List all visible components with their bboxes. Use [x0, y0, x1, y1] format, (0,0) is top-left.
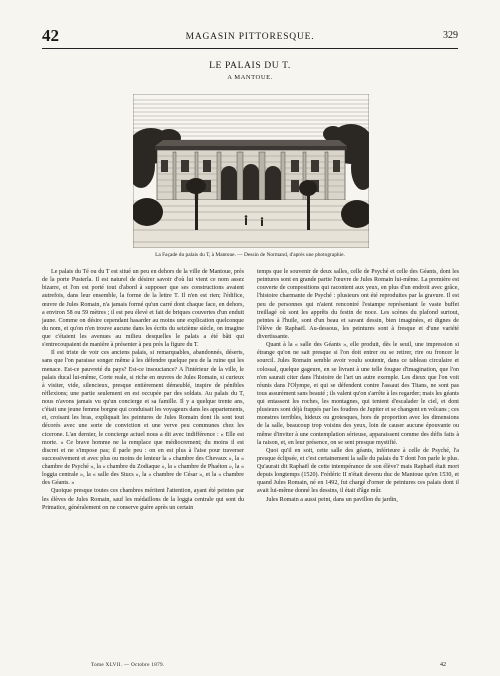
magazine-title: MAGASIN PITTORESQUE.	[185, 32, 315, 42]
paragraph: Quoique presque toutes ces chambres méritent l'attention, ayant été peintes par les élèves de Jules Romain, sauf les médaillons de la loggia centrale qui sont du Primatice, généralement on ne conserve guère après un certain	[42, 488, 244, 511]
header-rule	[42, 48, 458, 49]
running-head	[42, 26, 458, 48]
page-number-right: 329	[443, 30, 458, 41]
paragraph: Jules Romain a aussi peint, dans un pavillon du jardin,	[266, 496, 398, 503]
article-subtitle: A MANTOUE.	[227, 74, 273, 81]
volume-footer: Tome XLVII. — Octobre 1879.	[91, 662, 165, 668]
page-number-left: 42	[42, 26, 59, 45]
figure-caption: La Façade du palais du T, à Mantoue. — Dessin de Normand, d'après une photographie.	[155, 252, 345, 258]
palace-facade-engraving	[133, 94, 369, 248]
text-column-right	[257, 268, 459, 504]
paragraph: temps que le souvenir de deux salles, celle de Psyché et celle des Géants, dont les peintures sont en grande partie l'œuvre de Jules Romain lui-même. La première est couverte de compositions qui racontent aux yeux, en plus d'un endroit avec grâce, l'histoire charmante de Psyché : plusieurs ont été reproduites par la gravure. Il est peu de personnes qui n'aient rencontré l'estampe représentant le vaste buffet treillagé où sont les apprêts du festin de noce. Les scènes du plafond surtout, peintes à l'huile, sont d'un beau et savant dessin, bien imaginées, et dignes de l'élève de Raphaël. Au-dessous, les peintures sont à fresque et d'une variété divertissante.	[257, 269, 459, 340]
paragraph: Quoi qu'il en soit, cette salle des géants, inférieure à celle de Psyché, l'a presque éclipsée, et c'est certainement la salle du palais du T dont l'on parle le plus. Qu'aurait dit Raphaël de cette intempérance de son élève? mais Raphaël était mort depuis longtemps (1520). Frédéric II n'était devenu duc de Mantoue qu'en 1530, et quand Jules Romain, né en 1492, fut chargé d'orner de peintures ces palais dont il avait lui-même donné les dessins, il était d'âge mûr.	[257, 447, 459, 495]
article-title: LE PALAIS DU T.	[209, 60, 291, 71]
text-column-left	[42, 268, 244, 512]
paragraph: Le palais du Té ou du T est situé un peu en dehors de la ville de Mantoue, près de la porte Pusterla. Il est naturel de désirer savoir d'où lui vient ce nom assez bizarre, et l'on est porté tout d'abord à supposer que ses constructions avaient autrefois, dans leur ensemble, la forme de la lettre T. Il n'en est rien; l'édifice, œuvre de Jules Romain, n'a jamais formé qu'un carré dont chaque face, en dehors, a environ 58 ou 59 mètres ; il est peu élevé et fait de briques couvertes d'un enduit jaune. Comme on désire cependant hasarder au moins une explication quelconque du nom, et qu'on n'en trouve aucune dans les écrits du seizième siècle, on imagine que c'étaient les avenues au milieu desquelles le palais a été bâti qui s'entrecoupaient de manière à présenter à peu près la figure du T.	[42, 269, 244, 349]
signature-mark: 42	[440, 662, 446, 668]
paragraph: Il est triste de voir ces anciens palais, si remarquables, abandonnés, déserts, sans que l'on paraisse songer même à les défendre quelque peu de la ruine qui les menace. Est-ce pauvreté du pays? Est-ce insouciance? A l'intérieur de la ville, le palais ducal lui-même, Corte reale, si riche en œuvres de Jules Romain, si curieux à visiter, vide, silencieux, presque entièrement démeublé, inspire de pénibles réflexions; une partie seulement en est occupée par des soldats. Au palais du T, nous n'avons jamais vu qu'un concierge et sa famille. Il y a quelque trente ans, c'était une jeune femme borgne qui conduisait les voyageurs dans les appartements, et, croisant les bras, expliquait les peintures de Jules Romain dont ils sont tout décorés avec une sorte de conviction et une verve peu communes chez les cicerone. L'an dernier, le concierge actuel nous a dit avec indifférence : « Elle est morte. » Ce brave homme ne la remplace que médiocrement; du moins il est discret et ne s'impose pas; il parle peu : on en est plus à l'aise pour traverser successivement et avec plus ou moins de lenteur la « chambre des Chevaux », la « chambre de Psyché », la « chambre du Zodiaque », la « chambre de Phaéton », la « loggia centrale », la « salle des Stucs », la « chambre de César », et la « chambre des Géants. »	[42, 350, 244, 487]
paragraph: Quant à la « salle des Géants », elle produit, dès le seuil, une impression si étrange qu'on ne sait presque si l'on doit entrer ou se retirer, rire ou froncer le sourcil. Jules Romain semble avoir voulu soutenir, dans ce tableau circulaire et colossal, quelque gageure, en se livrant à une telle fougue d'imagination, que l'on n'en saurait citer dans l'histoire de l'art un autre exemple. Les dieux que l'on voit réunis dans l'Olympe, et qui se défendent contre l'assaut des Titans, ne sont pas tous assurément sans beauté ; ils valent qu'on s'arrête à les regarder; mais les géants qui entassent les roches, les montagnes, qui tentent d'escalader le ciel, et dont plusieurs sont déjà frappés par les foudres de Jupiter et se changent en volcans ; ces monstres terribles, hideux ou grotesques, hors de proportion avec les dimensions de la salle, beaucoup trop voisins des yeux, loin de causer aucune épouvante ou même d'inviter à une contemplation sérieuse, apparaissent comme des défis faits à la raison, et, en leur présence, on se sent presque mystifié.	[257, 342, 460, 446]
